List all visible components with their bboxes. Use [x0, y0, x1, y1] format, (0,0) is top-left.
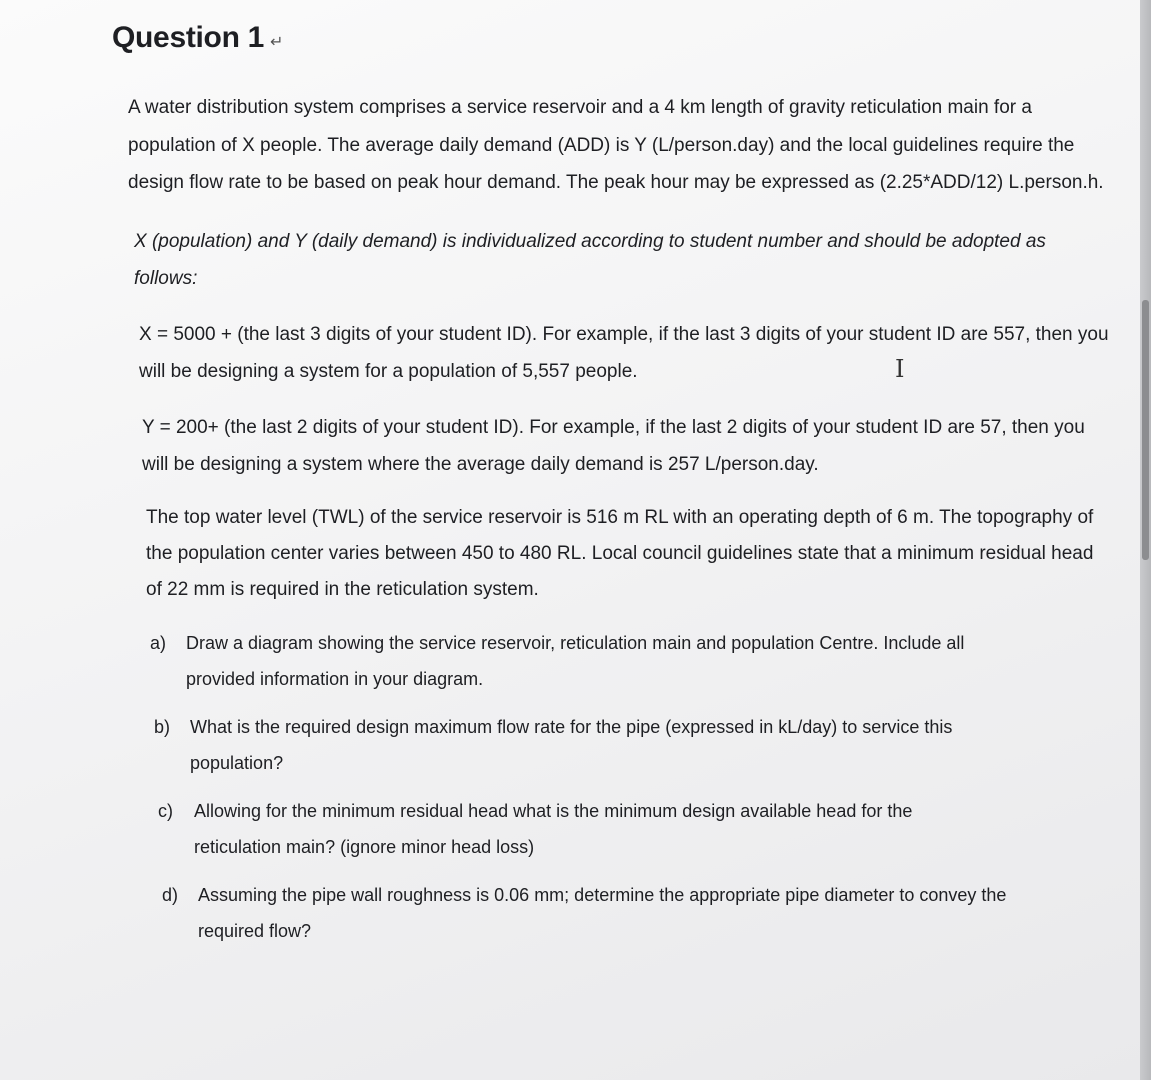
- text-cursor-icon: I: [895, 355, 905, 383]
- list-item-text: Draw a diagram showing the service reservoir, reticulation main and population Centre. Include all provided information in your diagram.: [186, 632, 965, 689]
- list-marker: b): [154, 716, 171, 737]
- sub-question-a: [150, 625, 1112, 697]
- demand-formula-paragraph: Y = 200+ (the last 2 digits of your student ID). For example, if the last 2 digits of your student ID are 57, then you will be designing a system where the average daily demand is 257 L/person.day.: [142, 416, 1085, 475]
- question-document: [112, 18, 1112, 961]
- list-item-text: Allowing for the minimum residual head what is the minimum design available head for the reticulation main? (ignore minor head loss): [194, 800, 913, 857]
- population-formula-paragraph: X = 5000 + (the last 3 digits of your student ID). For example, if the last 3 digits of your student ID are 557, then you will be designing a system for a population of 5,557 people.: [139, 323, 1109, 382]
- sub-question-c: [158, 793, 1112, 865]
- list-marker: c): [158, 800, 173, 821]
- intro-paragraph: A water distribution system comprises a service reservoir and a 4 km length of gravity reticulation main for a population of X people. The average daily demand (ADD) is Y (L/person.day) and the local guidelines require the design flow rate to be based on peak hour demand. The peak hour may be expressed as (2.25*ADD/12) L.person.h.: [128, 97, 1104, 193]
- individualization-paragraph: X (population) and Y (daily demand) is individualized according to student number and should be adopted as follows:: [134, 230, 1046, 289]
- list-marker: d): [162, 884, 179, 905]
- sub-question-d: [162, 877, 1112, 949]
- sub-question-list: [150, 625, 1112, 949]
- list-item-text: Assuming the pipe wall roughness is 0.06 mm; determine the appropriate pipe diameter to convey the required flow?: [198, 884, 1007, 941]
- question-title: Question 1: [112, 21, 265, 54]
- scrollbar-thumb[interactable]: [1142, 300, 1149, 560]
- sub-question-b: [154, 709, 1112, 781]
- list-item-text: What is the required design maximum flow rate for the pipe (expressed in kL/day) to service this population?: [190, 716, 953, 773]
- paragraph-return-icon: ↵: [270, 34, 284, 51]
- reservoir-info-paragraph: The top water level (TWL) of the service reservoir is 516 m RL with an operating depth of 6 m. The topography of the population center varies between 450 to 480 RL. Local council guidelines state that a minimum residual head of 22 mm is required in the reticulation system.: [146, 506, 1094, 600]
- question-heading: [112, 18, 1112, 63]
- list-marker: a): [150, 632, 167, 653]
